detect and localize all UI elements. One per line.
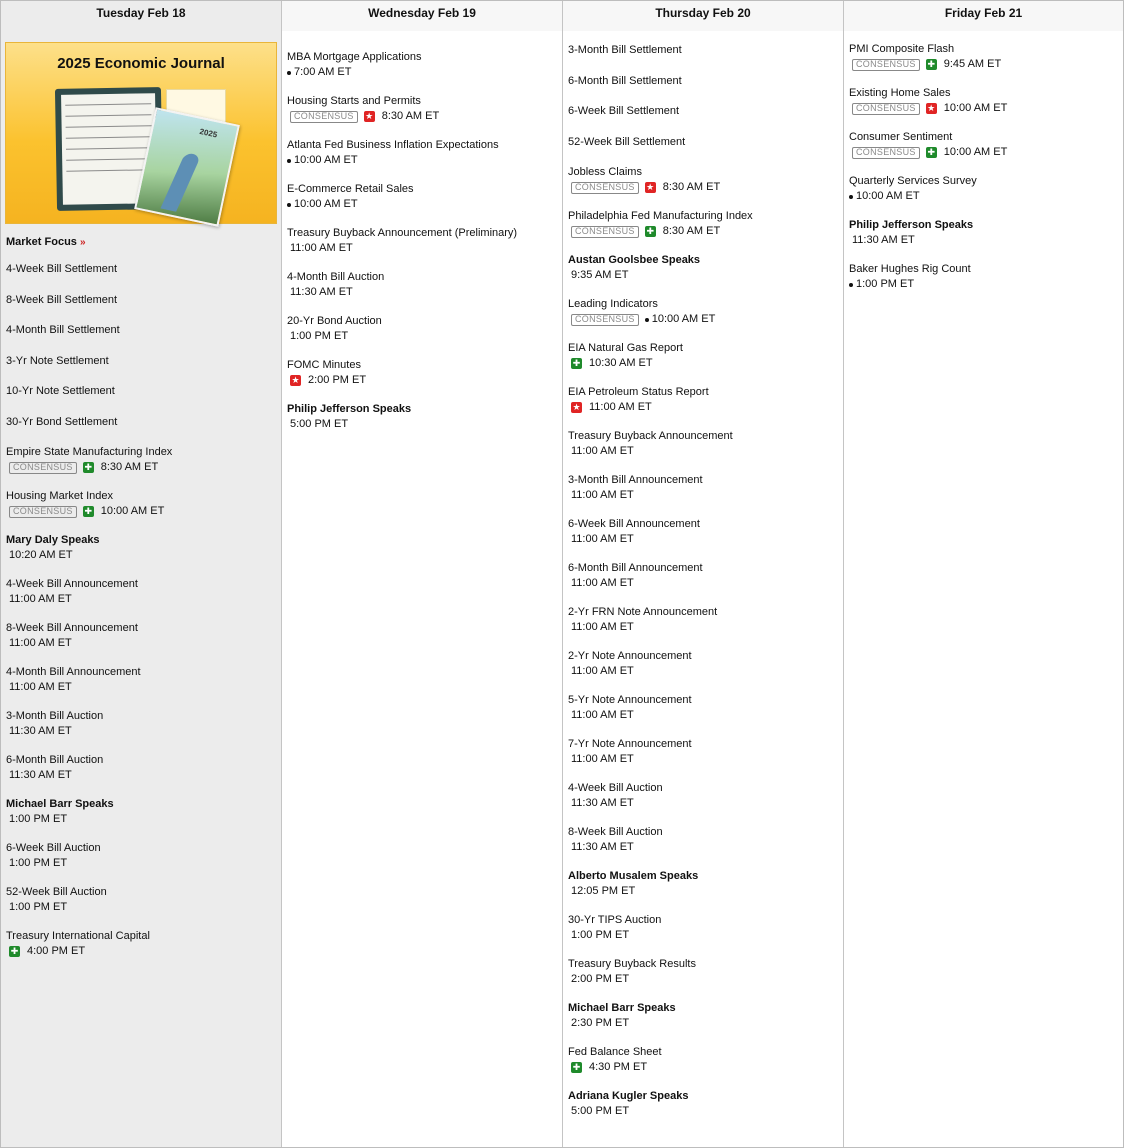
event-name[interactable]: Baker Hughes Rig Count (849, 263, 971, 275)
event-time-row (568, 1060, 838, 1075)
event-item[interactable] (6, 384, 276, 399)
bullet-icon (287, 71, 291, 75)
event-time: 4:30 PM ET (589, 1061, 648, 1073)
event-time: 11:00 AM ET (571, 489, 634, 501)
event-time-row (6, 504, 276, 519)
event-name[interactable]: 3-Month Bill Announcement (568, 474, 703, 486)
event-time: 11:30 AM ET (9, 725, 72, 737)
event-time-row (568, 356, 838, 371)
event-name[interactable]: 8-Week Bill Announcement (6, 622, 138, 634)
event-name[interactable]: 4-Week Bill Settlement (6, 263, 118, 275)
event-time-row (287, 417, 557, 432)
event-item[interactable] (6, 841, 276, 871)
event-time: 11:00 AM ET (571, 533, 634, 545)
event-name[interactable]: FOMC Minutes (287, 359, 361, 371)
event-name[interactable]: Michael Barr Speaks (568, 1002, 676, 1014)
event-time: 8:30 AM ET (662, 181, 721, 193)
event-item[interactable] (287, 402, 557, 432)
plus-icon: ✚ (84, 462, 92, 472)
event-time: 9:35 AM ET (571, 269, 629, 281)
event-time: 10:00 AM ET (294, 154, 358, 166)
event-name[interactable]: 4-Month Bill Auction (287, 271, 385, 283)
event-name[interactable]: MBA Mortgage Applications (287, 51, 422, 63)
event-name[interactable]: Philip Jefferson Speaks (849, 219, 974, 231)
event-item[interactable] (6, 929, 276, 959)
event-item[interactable] (568, 341, 838, 371)
event-time-row (849, 145, 1118, 160)
event-item[interactable] (287, 94, 557, 124)
event-time-row (568, 840, 838, 855)
event-name[interactable]: 3-Yr Note Settlement (6, 354, 109, 367)
event-item[interactable] (6, 621, 276, 651)
event-name[interactable]: Mary Daly Speaks (6, 534, 100, 546)
event-time: 1:00 PM ET (9, 813, 68, 825)
event-time: 11:30 AM ET (852, 234, 915, 246)
event-item[interactable] (6, 323, 276, 338)
event-item[interactable] (568, 649, 838, 679)
event-time-row (6, 944, 276, 959)
event-name[interactable]: Treasury Buyback Results (568, 958, 696, 970)
event-name[interactable]: Housing Market Index (6, 490, 113, 502)
star-icon: ★ (646, 182, 655, 192)
event-time: 1:00 PM ET (290, 330, 349, 342)
event-name[interactable]: 6-Month Bill Announcement (568, 562, 703, 574)
event-time: 2:00 PM ET (308, 374, 367, 386)
event-time: 8:30 AM ET (662, 225, 721, 237)
double-chevron-right-icon: » (79, 237, 86, 248)
day-header: Tuesday Feb 18 (1, 1, 281, 31)
event-time-row (568, 928, 838, 943)
event-time-row (568, 708, 838, 723)
event-time-row (849, 189, 1118, 204)
event-item[interactable] (6, 709, 276, 739)
event-item[interactable] (568, 253, 838, 283)
event-item[interactable] (568, 605, 838, 635)
event-item[interactable] (849, 86, 1118, 116)
event-name[interactable]: 20-Yr Bond Auction (287, 315, 382, 327)
event-item[interactable] (568, 74, 838, 89)
bullet-icon (287, 159, 291, 163)
event-time: 11:00 AM ET (571, 665, 634, 677)
event-time-row (6, 812, 276, 827)
event-name[interactable]: Austan Goolsbee Speaks (568, 254, 701, 266)
event-name[interactable]: 2-Yr Note Announcement (568, 650, 692, 662)
star-icon: ★ (365, 111, 374, 121)
event-name[interactable]: 6-Week Bill Settlement (568, 105, 680, 117)
event-time-row (568, 268, 838, 283)
event-time-row (287, 197, 557, 212)
event-time-row (568, 1104, 838, 1119)
banner-title: 2025 Economic Journal (57, 55, 225, 72)
event-item[interactable] (849, 262, 1118, 292)
event-item[interactable] (6, 415, 276, 430)
event-time-row (6, 724, 276, 739)
event-name[interactable]: 6-Week Bill Auction (6, 842, 101, 854)
event-time: 11:00 AM ET (589, 401, 652, 413)
event-name[interactable]: 7-Yr Note Announcement (568, 738, 692, 750)
event-list (282, 50, 562, 432)
event-item[interactable] (568, 209, 838, 239)
star-icon: ★ (927, 103, 936, 113)
event-time: 11:00 AM ET (571, 621, 634, 633)
event-name[interactable]: 3-Month Bill Settlement (568, 44, 682, 56)
event-time-row (287, 153, 557, 168)
event-name[interactable]: 8-Week Bill Settlement (6, 293, 118, 306)
day-column-wednesday (282, 1, 563, 1147)
event-time-row (568, 312, 838, 327)
event-item[interactable] (568, 297, 838, 327)
journal-cover-image: 2025 (134, 107, 240, 227)
event-time: 11:30 AM ET (9, 769, 72, 781)
event-item[interactable] (568, 825, 838, 855)
event-time: 10:00 AM ET (943, 102, 1008, 114)
event-name[interactable]: 3-Month Bill Auction (6, 710, 104, 722)
consensus-badge[interactable]: CONSENSUS (9, 506, 77, 518)
event-item[interactable] (6, 665, 276, 695)
consensus-badge[interactable]: CONSENSUS (571, 182, 639, 194)
event-time-row (287, 65, 557, 80)
event-name[interactable]: 5-Yr Note Announcement (568, 694, 692, 706)
event-list (844, 42, 1123, 292)
event-time-row (568, 576, 838, 591)
event-item[interactable] (6, 533, 276, 563)
event-item[interactable] (568, 693, 838, 723)
event-item[interactable] (568, 1089, 838, 1119)
day-column-tuesday (1, 1, 282, 1147)
day-column-thursday (563, 1, 844, 1147)
event-name[interactable]: Fed Balance Sheet (568, 1046, 662, 1058)
event-item[interactable] (849, 218, 1118, 248)
event-item[interactable] (849, 42, 1118, 72)
event-item[interactable] (287, 138, 557, 168)
event-time-row (568, 884, 838, 899)
event-time-row (568, 664, 838, 679)
event-name[interactable]: 10-Yr Note Settlement (6, 385, 115, 397)
bullet-icon (849, 195, 853, 199)
event-item[interactable] (6, 354, 276, 369)
event-time: 11:00 AM ET (571, 445, 634, 457)
event-time: 11:30 AM ET (290, 286, 353, 298)
event-name[interactable]: Empire State Manufacturing Index (6, 446, 173, 458)
consensus-badge[interactable]: CONSENSUS (852, 147, 920, 159)
event-time-row (568, 532, 838, 547)
event-time: 8:30 AM ET (381, 110, 440, 122)
event-time-row (568, 224, 838, 239)
market-focus-link[interactable]: Market Focus » (6, 236, 86, 248)
event-item[interactable] (568, 913, 838, 943)
event-time: 1:00 PM ET (856, 278, 915, 290)
event-item[interactable] (6, 753, 276, 783)
event-name[interactable]: Philadelphia Fed Manufacturing Index (568, 210, 753, 222)
plus-icon: ✚ (84, 506, 92, 516)
event-name[interactable]: Michael Barr Speaks (6, 798, 114, 810)
event-time-row (6, 548, 276, 563)
event-time: 2:30 PM ET (571, 1017, 630, 1029)
event-name[interactable]: 8-Week Bill Auction (568, 826, 663, 838)
consensus-badge[interactable]: CONSENSUS (290, 111, 358, 123)
event-time-row (287, 329, 557, 344)
event-time-row (568, 972, 838, 987)
event-item[interactable] (6, 885, 276, 915)
event-time: 1:00 PM ET (571, 929, 630, 941)
event-item[interactable] (6, 489, 276, 519)
event-time: 1:00 PM ET (9, 901, 68, 913)
star-icon: ★ (572, 402, 581, 412)
day-column-friday (844, 1, 1123, 1147)
event-item[interactable] (568, 869, 838, 899)
event-time-row (849, 233, 1118, 248)
event-time-row (568, 488, 838, 503)
event-name[interactable]: Treasury Buyback Announcement (568, 430, 733, 442)
event-time-row (849, 277, 1118, 292)
event-name[interactable]: EIA Natural Gas Report (568, 342, 683, 354)
event-list (1, 262, 281, 959)
event-name[interactable]: 30-Yr Bond Settlement (6, 415, 118, 428)
event-item[interactable] (287, 50, 557, 80)
event-time: 11:00 AM ET (9, 681, 72, 693)
event-name[interactable]: 2-Yr FRN Note Announcement (568, 606, 718, 618)
event-item[interactable] (6, 577, 276, 607)
event-time: 7:00 AM ET (294, 66, 352, 78)
event-time-row (568, 1016, 838, 1031)
event-time: 4:00 PM ET (27, 945, 86, 957)
event-name[interactable]: Atlanta Fed Business Inflation Expectations (287, 139, 499, 151)
day-header: Friday Feb 21 (844, 1, 1123, 31)
event-time: 11:00 AM ET (9, 637, 72, 649)
event-name[interactable]: E-Commerce Retail Sales (287, 183, 414, 195)
economic-journal-banner[interactable] (5, 42, 277, 224)
event-name[interactable]: PMI Composite Flash (849, 43, 955, 55)
consensus-badge[interactable]: CONSENSUS (852, 59, 920, 71)
event-name[interactable]: Quarterly Services Survey (849, 175, 977, 187)
day-header: Thursday Feb 20 (563, 1, 843, 31)
event-name[interactable]: Housing Starts and Permits (287, 95, 421, 107)
event-name[interactable]: 52-Week Bill Auction (6, 886, 107, 898)
event-time-row (287, 285, 557, 300)
star-icon: ★ (291, 375, 300, 385)
event-item[interactable] (568, 1045, 838, 1075)
event-name[interactable]: 6-Month Bill Settlement (568, 74, 682, 87)
event-name[interactable]: 30-Yr TIPS Auction (568, 914, 662, 926)
event-item[interactable] (6, 797, 276, 827)
event-item[interactable] (6, 445, 276, 475)
event-name[interactable]: Treasury Buyback Announcement (Preliminary) (287, 227, 518, 239)
event-item[interactable] (568, 473, 838, 503)
event-time: 8:30 AM ET (100, 461, 159, 473)
event-item[interactable] (287, 314, 557, 344)
event-time: 10:00 AM ET (100, 505, 165, 517)
event-name[interactable]: Leading Indicators (568, 298, 658, 310)
event-time-row (6, 768, 276, 783)
event-name[interactable]: Consumer Sentiment (849, 131, 953, 143)
event-time: 9:45 AM ET (943, 58, 1002, 70)
event-item[interactable] (287, 270, 557, 300)
event-item[interactable] (568, 385, 838, 415)
event-time-row (568, 400, 838, 415)
event-time-row (6, 592, 276, 607)
consensus-badge[interactable]: CONSENSUS (571, 226, 639, 238)
event-time: 11:30 AM ET (571, 841, 634, 853)
event-item[interactable] (568, 781, 838, 811)
event-time-row (287, 109, 557, 124)
event-time: 11:00 AM ET (571, 577, 634, 589)
plus-icon: ✚ (927, 59, 935, 69)
event-name[interactable]: Alberto Musalem Speaks (568, 870, 699, 882)
plus-icon: ✚ (572, 1062, 581, 1072)
event-name[interactable]: EIA Petroleum Status Report (568, 386, 709, 398)
event-time-row (568, 796, 838, 811)
event-item[interactable] (849, 130, 1118, 160)
event-time-row (568, 752, 838, 767)
event-time: 10:30 AM ET (589, 357, 653, 369)
event-time-row (568, 620, 838, 635)
event-item[interactable] (568, 165, 838, 195)
event-time: 5:00 PM ET (290, 418, 349, 430)
plus-icon: ✚ (646, 226, 654, 236)
event-name[interactable]: Jobless Claims (568, 166, 642, 178)
event-name[interactable]: Treasury International Capital (6, 930, 150, 942)
event-time: 5:00 PM ET (571, 1105, 630, 1117)
event-time-row (568, 180, 838, 195)
event-item[interactable] (6, 293, 276, 308)
event-time-row (287, 373, 557, 388)
event-time: 10:00 AM ET (856, 190, 920, 202)
event-time: 11:00 AM ET (571, 753, 634, 765)
consensus-badge[interactable]: CONSENSUS (852, 103, 920, 115)
event-time-row (849, 101, 1118, 116)
event-item[interactable] (568, 43, 838, 58)
consensus-badge[interactable]: CONSENSUS (9, 462, 77, 474)
bullet-icon (849, 283, 853, 287)
event-item[interactable] (6, 262, 276, 277)
bullet-icon (287, 203, 291, 207)
event-time-row (6, 636, 276, 651)
event-item[interactable] (568, 737, 838, 767)
event-item[interactable] (568, 561, 838, 591)
event-item[interactable] (568, 135, 838, 150)
event-item[interactable] (287, 226, 557, 256)
event-time: 11:00 AM ET (290, 242, 353, 254)
event-time: 1:00 PM ET (9, 857, 68, 869)
event-name[interactable]: 6-Week Bill Announcement (568, 518, 700, 530)
event-time: 2:00 PM ET (571, 973, 630, 985)
event-time-row (6, 856, 276, 871)
event-item[interactable] (287, 182, 557, 212)
event-time-row (568, 444, 838, 459)
event-item[interactable] (568, 1001, 838, 1031)
event-item[interactable] (568, 104, 838, 119)
event-name[interactable]: Existing Home Sales (849, 87, 951, 99)
plus-icon: ✚ (572, 358, 581, 368)
event-time: 12:05 PM ET (571, 885, 636, 897)
event-list (563, 43, 843, 1119)
consensus-badge[interactable]: CONSENSUS (571, 314, 639, 326)
event-name[interactable]: Adriana Kugler Speaks (568, 1090, 689, 1102)
plus-icon: ✚ (927, 147, 935, 157)
event-name[interactable]: 4-Month Bill Settlement (6, 324, 120, 336)
event-time: 10:00 AM ET (943, 146, 1008, 158)
event-time: 10:20 AM ET (9, 549, 73, 561)
event-name[interactable]: 6-Month Bill Auction (6, 754, 104, 766)
bullet-icon (645, 318, 649, 322)
event-time-row (6, 680, 276, 695)
event-name[interactable]: Philip Jefferson Speaks (287, 403, 412, 415)
event-name[interactable]: 4-Week Bill Announcement (6, 578, 138, 590)
event-time: 10:00 AM ET (294, 198, 358, 210)
event-item[interactable] (568, 429, 838, 459)
event-time: 11:00 AM ET (571, 709, 634, 721)
event-time: 10:00 AM ET (651, 313, 716, 325)
event-time: 11:00 AM ET (9, 593, 72, 605)
event-time-row (287, 241, 557, 256)
event-item[interactable] (568, 517, 838, 547)
event-time: 11:30 AM ET (571, 797, 634, 809)
event-time-row (849, 57, 1118, 72)
event-time-row (6, 460, 276, 475)
event-name[interactable]: 52-Week Bill Settlement (568, 135, 686, 148)
event-item[interactable] (287, 358, 557, 388)
plus-icon: ✚ (10, 946, 19, 956)
event-item[interactable] (568, 957, 838, 987)
day-header: Wednesday Feb 19 (282, 1, 562, 31)
event-name[interactable]: 4-Week Bill Auction (568, 782, 663, 794)
event-name[interactable]: 4-Month Bill Announcement (6, 666, 141, 678)
event-time-row (6, 900, 276, 915)
event-item[interactable] (849, 174, 1118, 204)
